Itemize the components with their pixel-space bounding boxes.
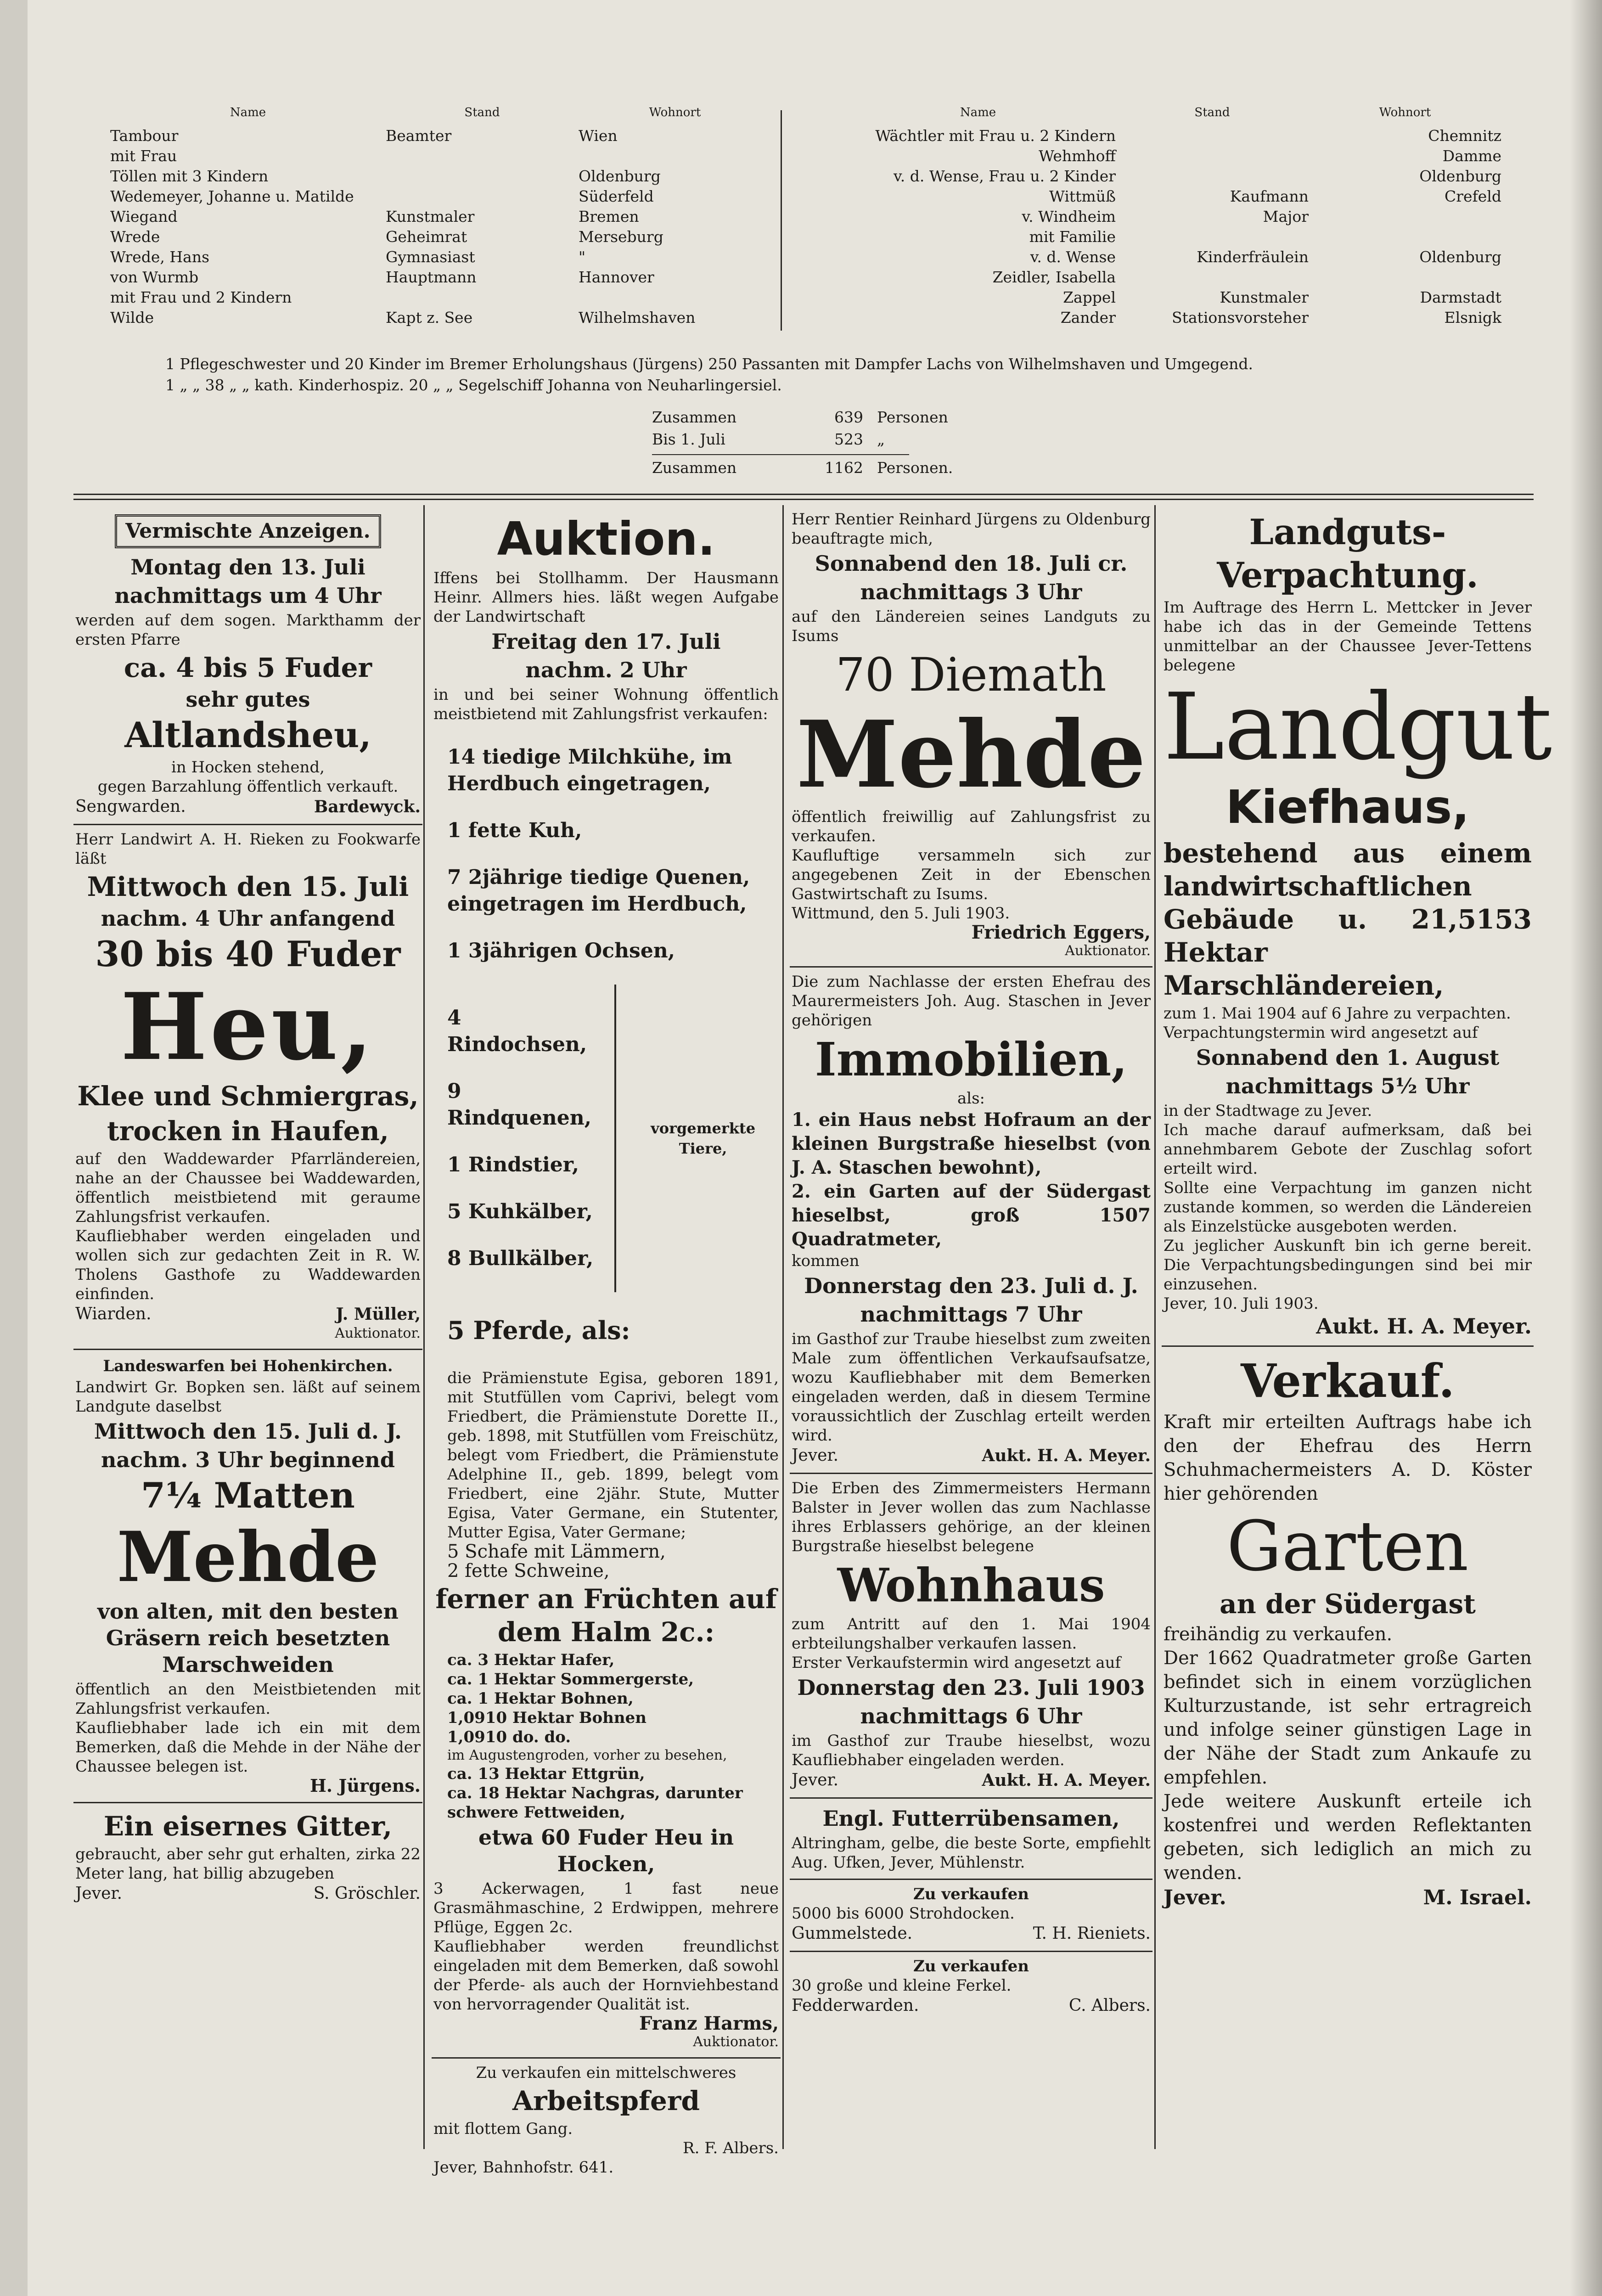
guest-name: Wiegand [110,208,178,225]
guest-ort [579,146,771,166]
col-stand-header: Stand [464,106,500,119]
ad-heu: Herr Landwirt A. H. Rieken zu Fookwarfe läßt Mittwoch den 15. Juli nachm. 4 Uhr anfangend 30 bis 40 Fuder Heu, Klee und Schmiergras, trocken in Haufen, auf den Waddewarder Pfarrländereien, nahe an der Chaussee bei Waddewarden, öffentlich meistbietend mit geraume Zahlungsfrist verkaufen. Kaufliebhaber werden eingeladen und wollen sich zur gedachten Zeit in R. W. Tholens Gasthofe zu Waddewarden einfinden. Wiarden. J. Müller, Auktionator. [73,825,422,1350]
guest-row [840,227,1506,247]
guest-stand: Beamter [386,127,452,145]
guest-stand: Kinderfräulein [1197,248,1309,266]
total-row: Zusammen 1162 Personen. [652,459,953,477]
ad-headline: Heu, [120,973,376,1081]
guest-name: Zeidler, Isabella [992,268,1116,286]
guest-stand: Kunstmaler [1220,288,1309,306]
guest-stand [1116,166,1309,186]
guest-row [110,146,776,166]
ad-headline: Auktion. [497,512,715,566]
ad-headline: Landguts- [1249,512,1446,552]
ad-headline: Altlandsheu, [124,715,371,755]
guest-stand: Kapt z. See [386,309,473,326]
marked-animals: 4 Rindochsen, 9 Rindquenen, 1 Rindstier, 5 Kuhkälber, 8 Bullkälber, vorgemerkte Tiere, [433,985,779,1292]
guest-name: Zappel [1063,288,1116,306]
column-1 [73,505,422,2158]
ad-diemath-mehde: Herr Rentier Reinhard Jürgens zu Oldenburg beauftragte mich, Sonnabend den 18. Juli cr. nachmittags 3 Uhr auf den Ländereien seines Landguts zu Isums 70 Diemath Mehde öffentlich freiwillig auf Zahlungsfrist zu verkaufen. Kaufluftige versammeln sich zur angegebenen Zeit in der Ebenschen Gastwirtschaft zu Isums. Wittmund, den 5. Juli 1903. Friedrich Eggers, Auktionator. [790,505,1152,968]
ad-landguts-verpachtung: Landguts- Verpachtung. Im Auftrage des Herrn L. Mettcker in Jever habe ich das in der Gemeinde Tettens unmittelbar an der Chaussee Jever-Tettens belegene Landgut Kiefhaus, bestehend aus einem landwirtschaftlichen Gebäude u. 21,5153 Hektar Marschländereien, zum 1. Mai 1904 auf 6 Jahre zu verpachten. Verpachtungstermin wird angesetzt auf Sonnabend den 1. August nachmittags 5½ Uhr in der Stadtwage zu Jever. Ich mache darauf aufmerksam, daß bei annehmbarem Gebote der Zuschlag sofort erteilt wird. Sollte eine Verpachtung im ganzen nicht zustande kommen, so werden die Ländereien als Einzelstücke ausgeboten werden. Zu jeglicher Auskunft bin ich gerne bereit. Die Verpachtungsbedingungen sind bei mir einzusehen. Jever, 10. Juli 1903. Aukt. H. A. Meyer. [1162,505,1534,1347]
guest-stand [1116,146,1309,166]
ad-headline: Mehde [117,1517,379,1598]
ad-futterruebensamen: Engl. Futterrübensamen, Altringham, gelbe, die beste Sorte, empfiehlt Aug. Ufken, Jever, Mühlenstr. [790,1799,1152,1880]
guest-name: mit Frau [110,147,177,165]
guest-name: Töllen mit 3 Kindern [110,167,269,185]
guest-ort: Chemnitz [1428,127,1501,145]
guest-name: Wrede [110,228,160,246]
guest-ort: Oldenburg [1419,248,1501,266]
guest-row [840,126,1506,146]
guest-name: v. d. Wense [1030,248,1116,266]
column-4 [1162,505,1552,2158]
guest-name: Wittmüß [1049,187,1116,205]
guest-name: Wächtler mit Frau u. 2 Kindern [875,127,1116,145]
guest-stand: Stationsvorsteher [1172,309,1309,326]
extra-guests [165,354,1543,396]
guest-name: Wrede, Hans [110,248,210,266]
extra-line: 1 Pflegeschwester und 20 Kinder im Bremer Erholungshaus (Jürgens) 250 Passanten mit Dampfer Lachs von Wilhelmshaven und Umgegend. [165,355,1253,373]
guest-row [840,207,1506,227]
guest-stand: Major [1263,208,1309,225]
guest-ort: Süderfeld [579,187,654,205]
guest-row [110,186,776,207]
guest-row [110,166,776,186]
guest-row [840,308,1506,328]
guest-row [110,247,776,267]
guest-row [840,267,1506,287]
guest-ort: Damme [1442,147,1501,165]
guest-name: v. Windheim [1022,208,1116,225]
guest-row [110,267,776,287]
guest-ort [1309,267,1501,287]
guest-name: Wedemeyer, Johanne u. Matilde [110,187,354,205]
ad-headline: Immobilien, [815,1032,1128,1086]
ad-headline: Verpachtung. [1217,555,1478,596]
guest-list-right [840,106,1506,344]
ad-ferkel: Zu verkaufen 30 große und kleine Ferkel. Fedderwarden. C. Albers. [792,1957,1151,2015]
ad-headline: Arbeitspferd [512,2085,700,2116]
guest-stand: Kaufmann [1230,187,1309,205]
guest-ort: Darmstadt [1420,288,1501,306]
guest-ort: Hannover [579,268,654,286]
guest-stand [1116,126,1309,146]
guest-row [840,186,1506,207]
guest-stand [1116,227,1309,247]
col-stand-header: Stand [1194,106,1230,119]
guest-ort: Bremen [579,208,639,225]
guest-stand: Gymnasiast [386,248,475,266]
guest-ort: Oldenburg [1419,167,1501,185]
guest-row [110,227,776,247]
ad-headline: Mehde [796,701,1146,809]
column-headers [840,106,1506,119]
guest-name: mit Familie [1029,228,1116,246]
guest-name: von Wurmb [110,268,199,286]
extra-line: 1 „ „ 38 „ „ kath. Kinderhospiz. 20 „ „ Segelschiff Johanna von Neuharlingersiel. [165,376,782,394]
ad-headline: Wohnhaus [837,1558,1105,1612]
ad-arbeitspferd: Zu verkaufen ein mittelschweres Arbeitspferd mit flottem Gang. R. F. Albers. Jever, Bahnhofstr. 641. [433,2064,779,2177]
ad-immobilien: Die zum Nachlasse der ersten Ehefrau des Maurermeisters Joh. Aug. Staschen in Jever gehörigen Immobilien, als: 1. ein Haus nebst Hofraum an der kleinen Burgstraße hieselbst (von J. A. Staschen bewohnt), 2. ein Garten auf der Südergast hieselbst, groß 1507 Quadratmeter, kommen Donnerstag den 23. Juli d. J. nachmittags 7 Uhr im Gasthof zur Traube hieselbst zum zweiten Male zum öffentlichen Verkaufsaufsatze, wozu Kaufliebhaber mit dem Bemerken eingeladen werden, daß in diesem Termine voraussichtlich der Zuschlag erteilt werden wird. Jever. Aukt. H. A. Meyer. [790,968,1152,1474]
ad-headline: Ein eisernes Gitter, [103,1811,393,1842]
guest-name: Tambour [110,127,179,145]
ad-gitter: Ein eisernes Gitter, gebraucht, aber sehr gut erhalten, zirka 22 Meter lang, hat billig abzugeben Jever. S. Gröschler. [75,1811,421,1903]
page-edge-shadow [1570,0,1602,2296]
guest-ort: Oldenburg [579,167,661,185]
guest-row [110,287,776,308]
column-2 [432,505,781,2177]
guest-stand [386,287,579,308]
ad-headline: Engl. Futterrübensamen, [822,1806,1120,1831]
guest-name: Zander [1060,309,1116,326]
section-heading: Vermischte Anzeigen. [115,514,381,548]
guest-ort [579,287,771,308]
guest-row [110,308,776,328]
guest-name: Wehmhoff [1039,147,1116,165]
col-ort-header: Wohnort [1379,106,1431,119]
guest-ort [1309,207,1501,227]
column-3 [790,505,1152,2158]
ad-mehde: Landeswarfen bei Hohenkirchen. Landwirt Gr. Bopken sen. läßt auf seinem Landgute daselbst Mittwoch den 15. Juli d. J. nachm. 3 Uhr beginnend 7¼ Matten Mehde von alten, mit den besten Gräsern reich besetzten Marschweiden öffentlich an den Meistbietenden mit Zahlungsfrist verkaufen. Kaufliebhaber lade ich ein mit dem Bemerken, daß die Mehde in der Nähe der Chaussee belegen ist. H. Jürgens. [73,1350,422,1803]
guest-list-left [110,106,776,344]
col-ort-header: Wohnort [649,106,701,119]
guest-stand: Kunstmaler [386,208,475,225]
column-rule [423,505,425,2149]
guest-row [110,126,776,146]
guest-ort [1309,227,1501,247]
sum-rule [652,454,909,455]
col-name-header: Name [960,106,996,119]
guest-ort: Merseburg [579,228,663,246]
section-rule [73,494,1534,500]
totals-block [652,406,1065,479]
page-gutter [0,0,28,2296]
guest-stand: Hauptmann [386,268,477,286]
guest-name: v. d. Wense, Frau u. 2 Kinder [894,167,1116,185]
guest-row [840,146,1506,166]
column-headers [110,106,776,119]
guest-stand [1116,267,1309,287]
guest-ort: Wien [579,127,618,145]
total-row: Bis 1. Juli 523 „ [652,430,885,448]
column-rule [1154,505,1156,2149]
ad-wohnhaus: Die Erben des Zimmermeisters Hermann Balster in Jever wollen das zum Nachlasse ihres Erblassers gehörige, an der kleinen Burgstraße hieselbst belegene Wohnhaus zum Antritt auf den 1. Mai 1904 erbteilungshalber verkaufen lassen. Erster Verkaufstermin wird angesetzt auf Donnerstag den 23. Juli 1903 nachmittags 6 Uhr im Gasthof zur Traube hieselbst, wozu Kaufliebhaber eingeladen werden. Jever. Aukt. H. A. Meyer. [790,1474,1152,1799]
ad-strohdocken: Zu verkaufen 5000 bis 6000 Strohdocken. Gummelstede. T. H. Rieniets. [790,1880,1152,1952]
guest-row [840,247,1506,267]
column-divider [781,110,782,331]
ad-altlandsheu: Vermischte Anzeigen. Montag den 13. Juli nachmittags um 4 Uhr werden auf dem sogen. Markthamm der ersten Pfarre ca. 4 bis 5 Fuder sehr gutes Altlandsheu, in Hocken stehend, gegen Barzahlung öffentlich verkauft. Sengwarden. Bardewyck. [73,505,422,825]
col-name-header: Name [230,106,266,119]
column-rule [782,505,784,2149]
guest-name: mit Frau und 2 Kindern [110,288,292,306]
guest-stand: Geheimrat [386,228,467,246]
guest-stand [386,146,579,166]
ad-verkauf-garten: Verkauf. Kraft mir erteilten Auftrags habe ich den der Ehefrau des Herrn Schuhmachermeisters A. D. Köster hier gehörenden Garten an der Südergast freihändig zu verkaufen. Der 1662 Quadratmeter große Garten befindet sich in einem vorzüglichen Kulturzustande, ist sehr ertragreich und infolge seiner günstigen Lage in der Nähe der Stadt zum Ankaufe zu empfehlen. Jede weitere Auskunft erteile ich kostenfrei und werden Reflektanten gebeten, sich lediglich an mich zu wenden. Jever. M. Israel. [1164,1354,1532,1909]
guest-row [110,207,776,227]
guest-row [840,287,1506,308]
guest-ort: " [579,248,586,266]
ad-headline: Verkauf. [1241,1354,1455,1408]
total-row: Zusammen 639 Personen [652,408,948,426]
guest-name: Wilde [110,309,154,326]
guest-ort: Crefeld [1445,187,1501,205]
ad-auktion: Auktion. Iffens bei Stollhamm. Der Hausmann Heinr. Allmers hies. läßt wegen Aufgabe der Landwirtschaft Freitag den 17. Juli nachm. 2 Uhr in und bei seiner Wohnung öffentlich meistbietend mit Zahlungsfrist verkaufen: 14 tiedige Milchkühe, im Herdbuch eingetragen, 1 fette Kuh, 7 2jährige tiedige Quenen, eingetragen im Herdbuch, 1 3jährigen Ochsen, 4 Rindochsen, 9 Rindquenen, 1 Rindstier, 5 Kuhkälber, 8 Bullkälber, vorgemerkte Tiere, 5 Pferde, als: die Prämienstute Egisa, geboren 1891, mit Stutfüllen vom Caprivi, belegt vom Friedbert, die Prämienstute Dorette II., geb. 1898, mit Stutfüllen vom Freischütz, belegt vom Friedbert, die Prämienstute Adelphine II., geb. 1899, belegt vom Friedbert, eine 2jähr. Stute, Mutter Egisa, Vater Germane, ein Stutenter, Mutter Egisa, Vater Germane; 5 Schafe mit Lämmern, 2 fette Schweine, ferner an Früchten auf dem Halm 2c.: ca. 3 Hektar Hafer, ca. 1 Hektar Sommergerste, ca. 1 Hektar Bohnen, 1,0910 Hektar Bohnen 1,0910 do. do. im Augustengroden, vorher zu besehen, ca. 13 Hektar Ettgrün, ca. 18 Hektar Nachgras, darunter schwere Fettweiden, etwa 60 Fuder Heu in Hocken, 3 Ackerwagen, 1 fast neue Grasmähmaschine, 2 Erdwippen, mehrere Pflüge, Eggen 2c. Kaufliebhaber werden freundlichst eingeladen mit dem Bemerken, daß sowohl der Pferde- als auch der Hornviehbestand von hervorragender Qualität ist. Franz Harms, Auktionator. [432,505,781,2059]
guest-ort: Wilhelmshaven [579,309,696,326]
guest-stand [386,166,579,186]
guest-row [840,166,1506,186]
guest-ort: Elsnigk [1444,309,1501,326]
guest-stand [386,186,579,207]
